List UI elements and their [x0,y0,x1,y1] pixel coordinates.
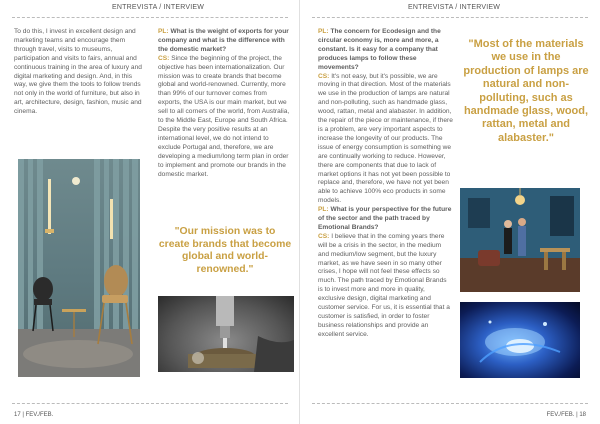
answer-text: It's not easy, but it's possible, we are moving in that direction. Most of the materials we use in the production of lamps are natural and non-polluting, such as handmade glass, wood, rattan, metal and alabaster. In addition, the repair of the piece or maintenance, if there is a problem, are very important aspects to increase the longevity of our products. The issue of energy consumption is something we are continually working to reduce. However, there are components that due to lack of market options it has not yet been possible to replace and, therefore, we have not yet been able to achieve 100% eco products in some models. [318,72,453,205]
answer-text: Since the beginning of the project, the objective has been internationalization. Our mission was to create brands that become global and world-renowned. Currently, more than 99% of our turnover comes from exports, the USA is our main market, but we sell to all corners of the world, from Australia, to the Middle East, Europe and South Africa. Despite the very positive results at an international level, we do not intend to exclude Portugal and, therefore, we are developing a medium/long term plan in order to implement and promote our brands in the domestic market. [158,54,290,178]
answer-prefix: CS: [158,54,170,62]
page-number-right: FEV./FEB. | 18 [546,412,586,418]
blue-glow-illustration [460,302,580,378]
answer-prefix: CS: [318,232,330,240]
footer-divider-left [12,403,288,404]
question-prefix: PL: [318,28,329,35]
drill-illustration [158,296,294,372]
question-prefix: PL: [318,206,329,214]
interior-chairs-illustration [18,159,140,377]
showroom-visitors-photo [460,188,580,292]
header-divider-right [312,17,588,18]
interior-chairs-photo [18,159,140,377]
pull-quote-mission: "Our mission was to create brands that become global and world-renowned." [158,226,292,275]
qa-export [158,28,292,179]
metalwork-drill-photo [158,296,294,372]
question-text: What is the weight of exports for your company and what is the difference with the domestic market? [158,28,289,53]
qa-column-right [318,28,453,340]
question-text: What is your perspective for the future of the sector and the path traced by Emotional Brands? [318,206,452,231]
qa-ecodesign [318,28,453,206]
showroom-illustration [460,188,580,292]
footer-divider-right [312,403,588,404]
question-text: The concern for Ecodesign and the circular economy is, more and more, a constant. Is it easy for a company that produces lamps to follow these movements? [318,28,441,71]
page-number-left: 17 | FEV./FEB. [14,412,54,418]
question-prefix: PL: [158,28,169,35]
intro-paragraph: To do this, I invest in excellent design and marketing teams and encourage them through travel, visits to museums, participation and visits to fairs, annual and continuous training in the area of luxury and digital marketing and design. And, in this way, we give them the tools to follow trends not only in the world of furniture, but also in art, architecture, design, fashion, music and cinema. [14,28,142,116]
header-divider-left [12,17,288,18]
pull-quote-materials: "Most of the materials we use in the production of lamps are natural and non- polluting, such as handmade glass, wood, rattan, metal and alabaster." [463,38,589,144]
blue-glow-photo [460,302,580,378]
answer-text: I believe that in the coming years there will be a crisis in the sector, in the medium and medium/low segment, but the luxury market, as we have seen in so many other crises, I hope will not feel these effects so much. The path traced by Emotional Brands is to invest more and more in quality, exclusive design, digital marketing and customer service. For us, it is essential that a customer is satisfied, in order to foster business relationships and provide an excellent service. [318,232,450,338]
section-header-right: ENTREVISTA / INTERVIEW [408,4,501,11]
right-page [300,0,600,424]
answer-prefix: CS: [318,72,330,80]
qa-future [318,206,453,340]
section-header-left: ENTREVISTA / INTERVIEW [112,4,205,11]
